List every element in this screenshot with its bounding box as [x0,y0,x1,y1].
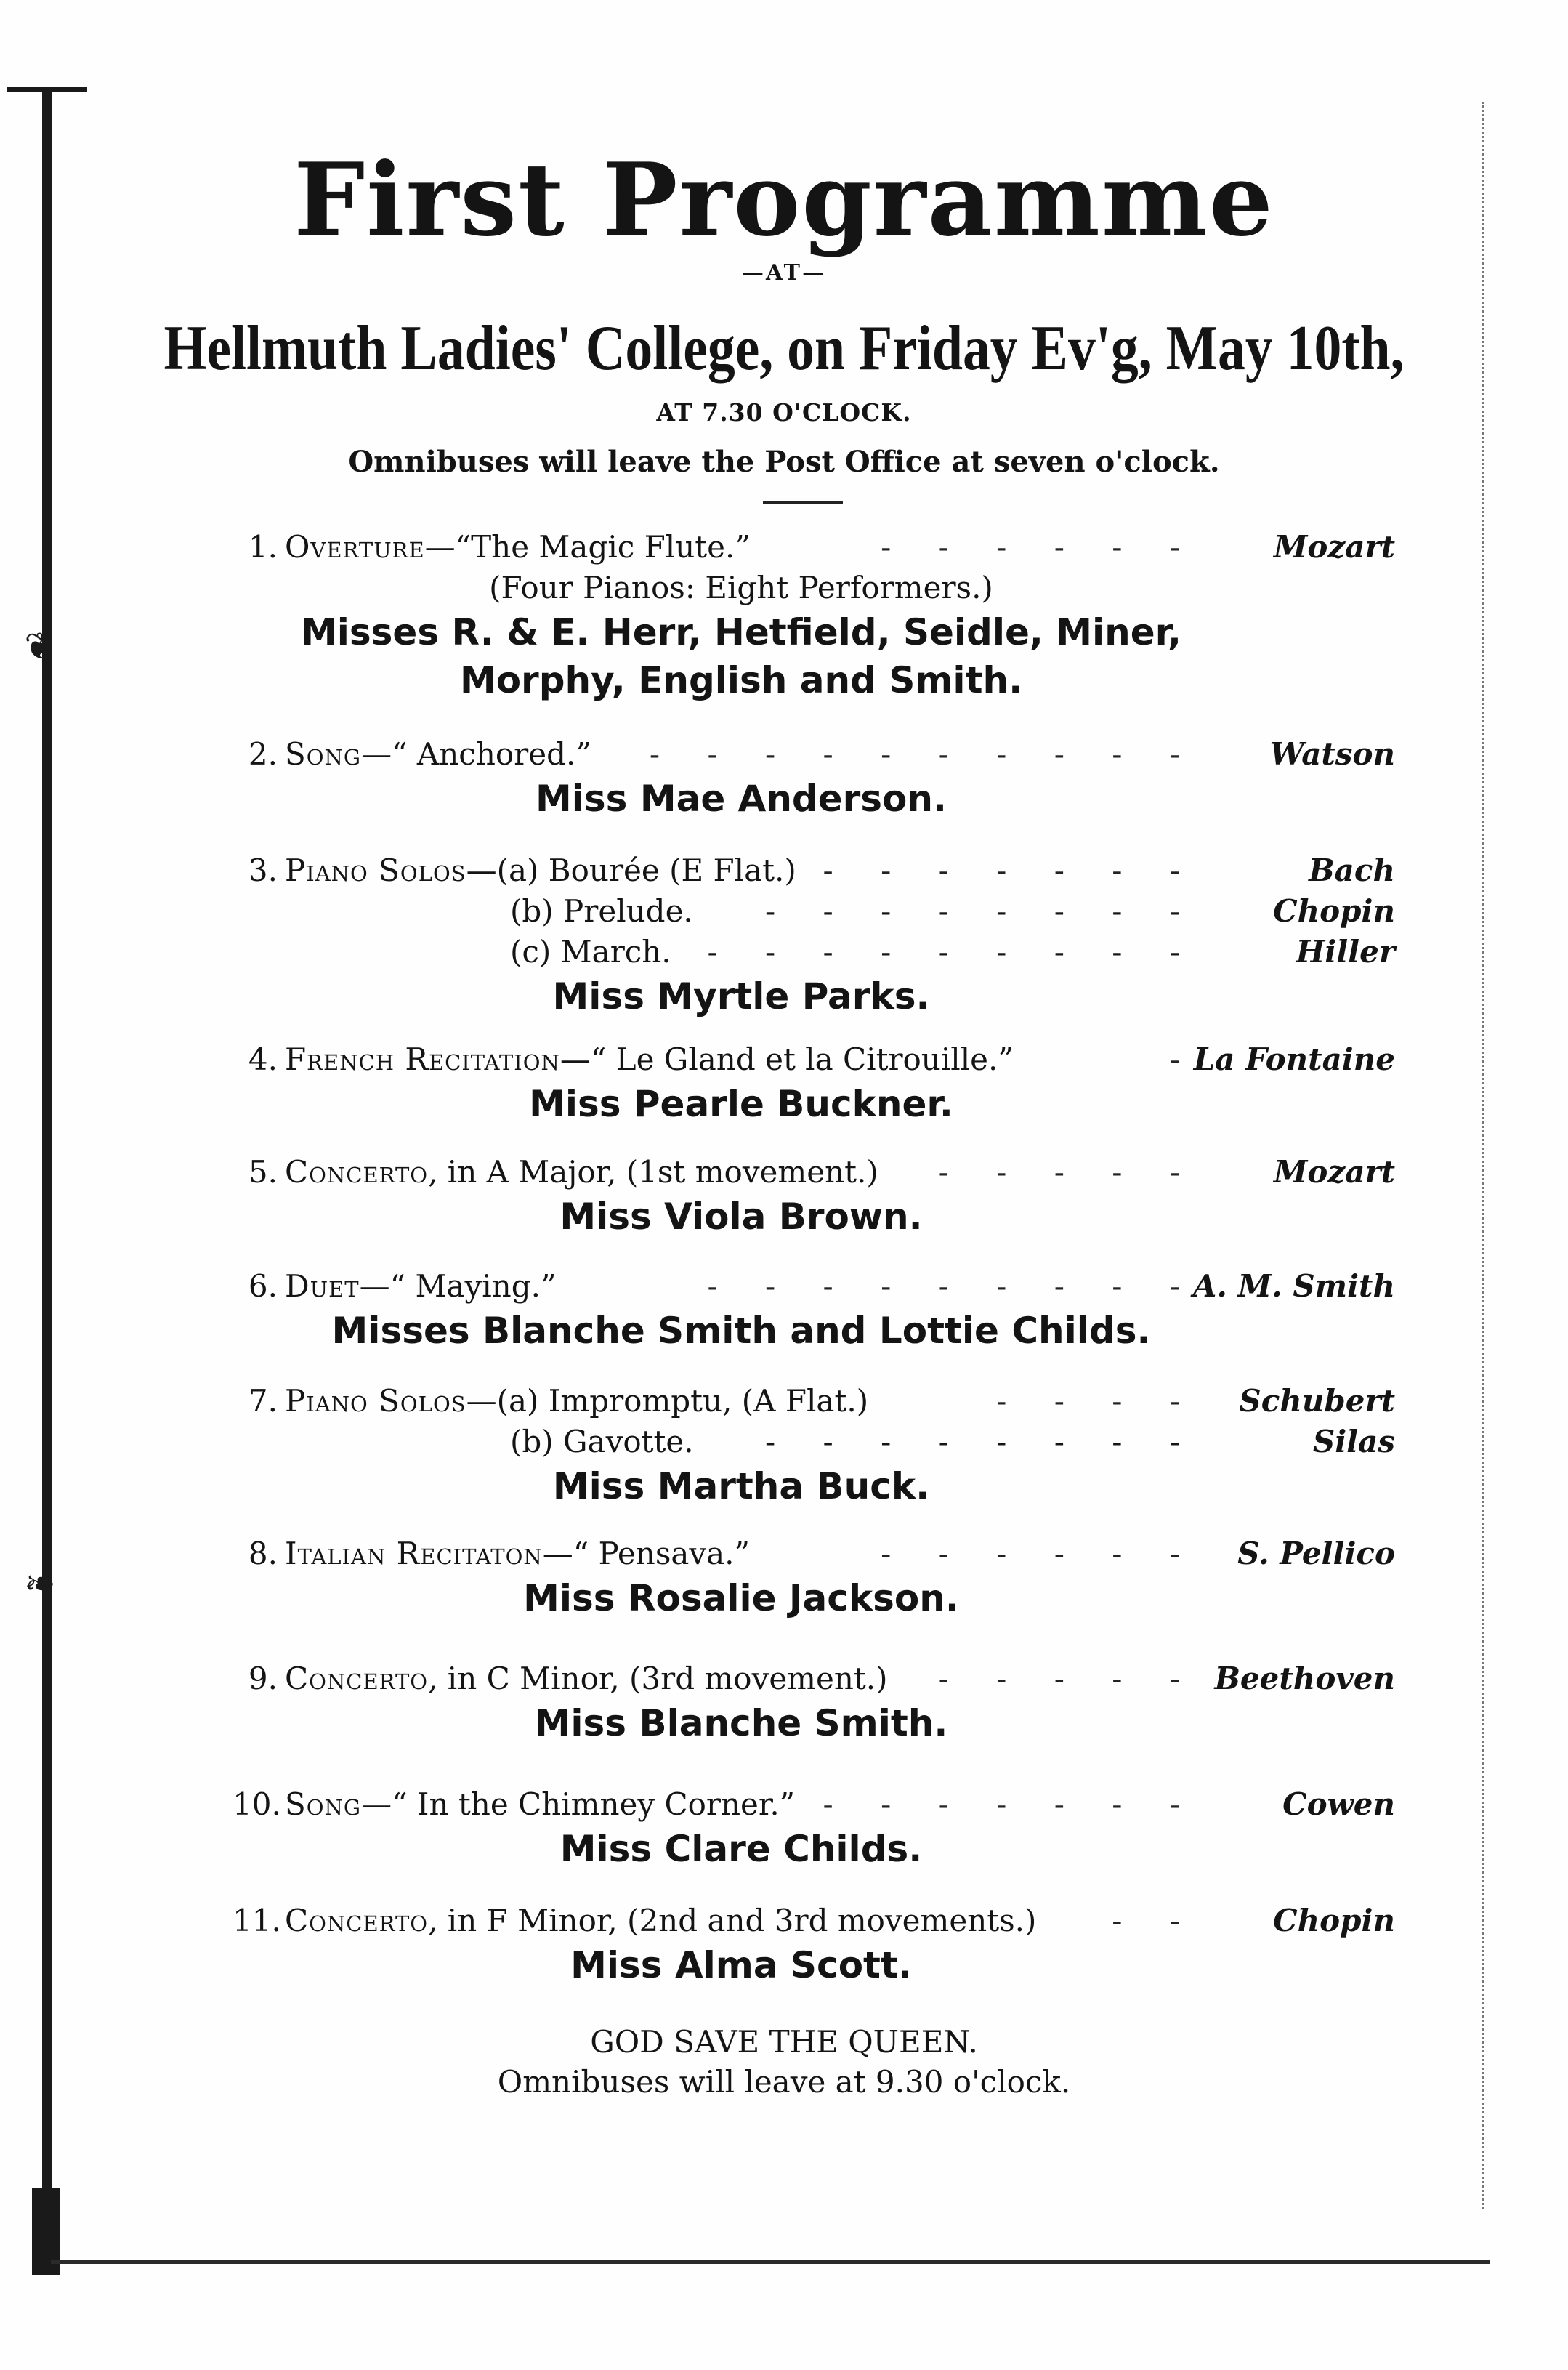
item-performers: Miss Clare Childs. [559,1828,923,1870]
item-heading-row [233,1533,1395,1574]
leader-dashes: - - [1112,1903,1199,1938]
page-title: First Programme [294,140,1274,259]
item-piece: , in C Minor, (3rd movement.) [428,1661,888,1696]
programme-item-9 [233,1658,1395,1747]
sub-piece: (b) Gavotte. [510,1424,694,1459]
item-performers: Morphy, English and Smith. [459,659,1023,701]
closing-anthem: GOD SAVE THE QUEEN. [590,2024,978,2060]
leader-dashes: - - - - - - - - [765,1424,1199,1459]
leader-dashes: - - - - - - - - - [707,1268,1199,1304]
sub-composer: Silas [1312,1424,1395,1459]
item-number: 5. [248,1154,278,1190]
bottom-border-rule [51,2260,1490,2264]
item-performers: Miss Mae Anderson. [536,778,947,820]
programme-item-5 [233,1152,1395,1241]
item-number: 2. [248,736,278,772]
programme-item-11 [233,1901,1395,1989]
item-label: Piano Solos [285,1383,466,1419]
item-composer: A. M. Smith [1192,1268,1395,1304]
item-heading-row [233,1381,1395,1422]
item-composer: La Fontaine [1193,1041,1395,1077]
item-label: Italian Recitaton [285,1536,543,1571]
item-heading-row [233,1901,1395,1941]
item-performers: Miss Martha Buck. [552,1465,930,1507]
programme-item-3 [233,850,1395,1020]
item-performers: Miss Pearle Buckner. [529,1083,953,1125]
venue-line: Hellmuth Ladies' College, on Friday Ev'g, May 10th, [163,313,1405,384]
item-piece: —“ Le Gland et la Citrouille.” [559,1041,1014,1077]
item-composer: Beethoven [1214,1661,1395,1696]
item-composer: Mozart [1273,1154,1395,1190]
item-performers: Miss Blanche Smith. [534,1702,948,1744]
item-number: 7. [248,1383,278,1419]
item-performers: Miss Viola Brown. [559,1196,923,1238]
leader-dashes: - - - - - [938,1154,1199,1190]
item-heading-row [233,1784,1395,1825]
item-composer: Bach [1309,853,1395,888]
closing-omnibus-note: Omnibuses will leave at 9.30 o'clock. [497,2064,1071,2100]
leader-dashes: - - - - - - - - [765,893,1199,929]
binding-ornament-icon: ❦ [24,625,56,669]
item-piece: —“ Pensava.” [542,1536,751,1571]
programme-item-7 [233,1381,1395,1510]
item-piece: , in A Major, (1st movement.) [428,1154,878,1190]
item-performers: Miss Rosalie Jackson. [523,1577,959,1619]
item-performers: Miss Myrtle Parks. [552,975,930,1017]
item-number: 8. [248,1536,278,1571]
item-number: 3. [248,853,278,888]
item-composer: Schubert [1239,1383,1395,1419]
sub-composer: Chopin [1273,893,1395,929]
item-piece: —“ Anchored.” [361,736,591,772]
leader-dashes: - - - - - - - - - [707,934,1199,970]
item-note: (Four Pianos: Eight Performers.) [489,570,993,605]
leader-dashes: - - - - - - - [823,1786,1199,1822]
item-piece: —“ In the Chimney Corner.” [361,1786,796,1822]
leader-dashes: - - - - - - - [823,853,1199,888]
item-performers: Misses Blanche Smith and Lottie Childs. [331,1310,1151,1352]
item-label: French Recitation [285,1041,560,1077]
at-separator: —AT— [742,260,826,286]
programme-item-8 [233,1533,1395,1622]
programme-item-4 [233,1039,1395,1128]
item-heading-row [233,1039,1395,1080]
sub-piece: (b) Prelude. [510,893,693,929]
item-performers: Miss Alma Scott. [570,1944,912,1986]
item-composer: Cowen [1282,1786,1395,1822]
item-label: Song [285,736,362,772]
item-number: 4. [248,1041,278,1077]
binding-ornament-icon: ❧ [24,1563,56,1606]
item-label: Piano Solos [285,853,466,888]
sub-piece: (c) March. [510,934,671,970]
item-sub-row [233,891,1395,932]
start-time: AT 7.30 O'CLOCK. [656,398,912,427]
item-label: Song [285,1786,362,1822]
item-piece: , in F Minor, (2nd and 3rd movements.) [428,1903,1037,1938]
item-composer: Watson [1269,736,1395,772]
item-number: 9. [248,1661,278,1696]
item-heading-row [233,1658,1395,1699]
item-heading-row [233,850,1395,891]
programme-item-10 [233,1784,1395,1873]
leader-dashes: - - - - - - [881,1536,1199,1571]
leader-dashes: - - - - - - [881,529,1199,565]
item-piece: —(a) Impromptu, (A Flat.) [466,1383,869,1419]
programme-item-1 [233,527,1395,704]
leader-dashes: - - - - - - - - - - [649,736,1199,772]
item-piece: —“The Magic Flute.” [424,529,751,565]
programme-item-2 [233,734,1395,823]
item-sub-row [233,932,1395,972]
item-label: Concerto [285,1661,429,1696]
omnibus-departure-note: Omnibuses will leave the Post Office at seven o'clock. [348,445,1220,479]
header-divider [763,501,843,504]
item-number: 1. [248,529,278,565]
item-heading-row [233,527,1395,568]
leader-dashes: - - - - - [938,1661,1199,1696]
item-label: Duet [285,1268,360,1304]
item-label: Concerto [285,1903,429,1938]
item-label: Overture [285,529,425,565]
item-heading-row [233,1266,1395,1307]
leader-dashes: - - - - [996,1383,1199,1419]
item-number: 6. [248,1268,278,1304]
item-composer: Mozart [1273,529,1395,565]
item-piece: —“ Maying.” [359,1268,557,1304]
sub-composer: Hiller [1296,934,1395,970]
left-border-top-tick [7,87,87,92]
item-label: Concerto [285,1154,429,1190]
programme-item-6 [233,1266,1395,1355]
item-composer: Chopin [1273,1903,1395,1938]
item-composer: S. Pellico [1237,1536,1395,1571]
item-sub-row [233,1422,1395,1462]
item-piece: —(a) Bourée (E Flat.) [466,853,796,888]
item-number: 11. [233,1903,281,1938]
leader-dashes: - [1169,1041,1199,1077]
item-heading-row [233,1152,1395,1193]
item-number: 10. [233,1786,281,1822]
item-heading-row [233,734,1395,775]
item-performers: Misses R. & E. Herr, Hetfield, Seidle, Miner, [301,611,1181,653]
